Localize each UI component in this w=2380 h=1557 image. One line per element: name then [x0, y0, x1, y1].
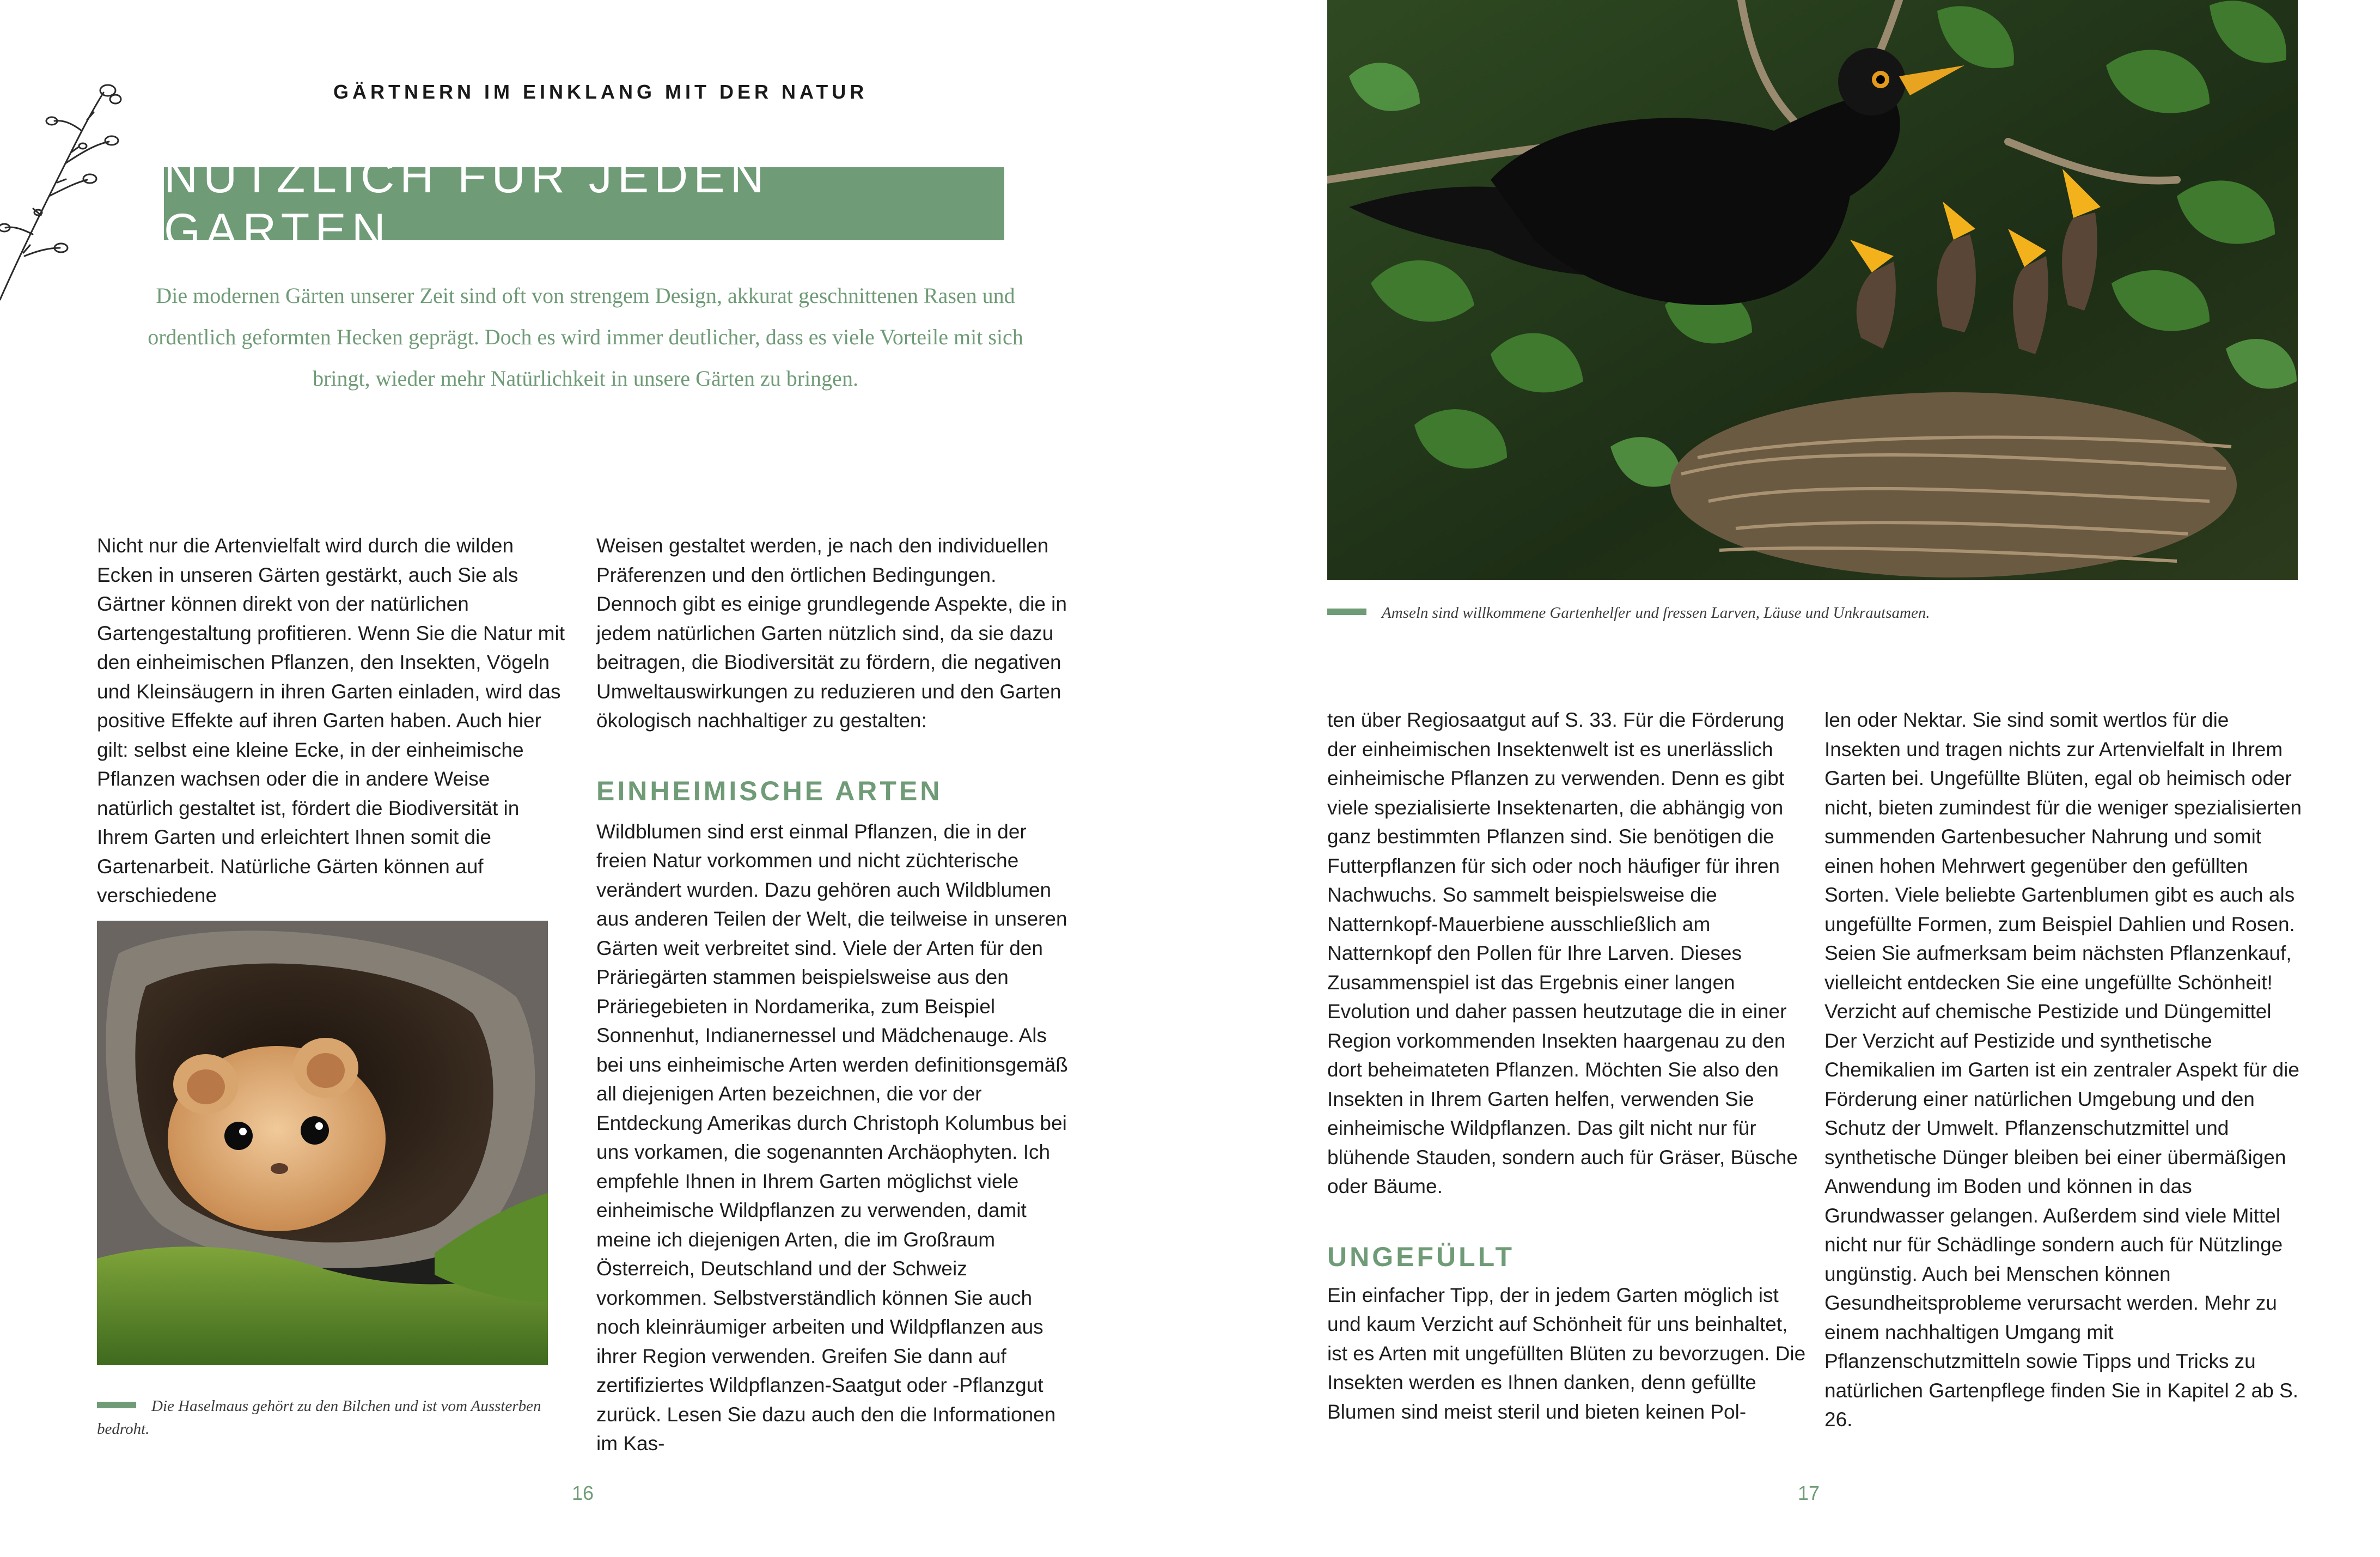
intro-paragraph: Die modernen Gärten unserer Zeit sind oft von strengem Design, akkurat geschnittenen Rasen und ordentlich geformten Hecken geprägt. Doch es wird immer deutlicher, dass es viele Vorteile mit sich bringt, wieder mehr Natürlichkeit in unsere Gärten zu bringen.	[148, 283, 1023, 391]
caption-accent-bar	[97, 1402, 136, 1408]
blackbird-caption	[1327, 601, 2308, 624]
section-heading-unfilled: UNGEFÜLLT	[1327, 1241, 1515, 1272]
body-paragraph: Ein einfacher Tipp, der in jedem Garten möglich ist und kaum Verzicht auf Schönheit für uns beinhaltet, ist es Arten mit ungefüllten Blüten zu bevorzugen. Die Insekten werden es Ihnen danken, denn gefüllte Blumen sind meist steril und bieten keinen Pol-	[1327, 1284, 1806, 1423]
inline-heading-pesticides: Verzicht auf chemische Pestizide und Düngemittel	[1824, 1000, 2272, 1023]
page-number-left: 16	[572, 1482, 594, 1504]
body-paragraph: Nicht nur die Artenvielfalt wird durch die wilden Ecken in unseren Gärten gestärkt, auch Sie als Gärtner können direkt von der natürlichen Gartengestaltung profitieren. Wenn Sie die Natur mit den einheimischen Pflanzen, den Insekten, Vögeln und Kleinsäugern in ihren Garten einladen, wird das positive Effekte auf ihren Garten haben. Auch hier gilt: selbst eine kleine Ecke, in der einheimische Pflanzen wachsen oder die in andere Weise natürlich gestaltet ist, fördert die Biodiversität in Ihrem Garten und erleichtert Ihnen somit die Gartenarbeit. Natürliche Gärten können auf verschiedene	[97, 534, 565, 907]
section-kicker: GÄRTNERN IM EINKLANG MIT DER NATUR	[333, 81, 868, 103]
blackbird-image	[1327, 0, 2298, 580]
text-column-1	[97, 531, 565, 910]
text-column-4	[1824, 705, 2304, 1434]
body-paragraph: Der Verzicht auf Pestizide und synthetische Chemikalien im Garten ist ein zentraler Aspekt für die Förderung einer natürlichen Umgebung und den Schutz der Umwelt. Pflanzenschutzmittel und synthetische Dünger bleiben bei einer übermäßigen Anwendung im Boden und können in das Grundwasser gelangen. Außerdem sind viele Mittel nicht nur für Schädlinge sondern auch für Nützlinge ungünstig. Auch bei Menschen können Gesundheitsprobleme verursacht werden. Mehr zu einem nachhaltigen Umgang mit Pflanzenschutzmitteln sowie Tipps und Tricks zu natürlichen Gartenpflege finden Sie in Kapitel 2 ab S. 26.	[1824, 1029, 2299, 1431]
dormouse-caption	[97, 1395, 554, 1440]
page-number-right: 17	[1798, 1482, 1820, 1504]
dormouse-image	[97, 921, 548, 1365]
body-paragraph: ten über Regiosaatgut auf S. 33. Für die Förderung der einheimischen Insektenwelt ist es unerlässlich einheimische Pflanzen zu verwenden. Denn es gibt viele spezialisierte Insektenarten, die abhängig von ganz bestimmten Pflanzen sind. Sie benötigen die Futterpflanzen für sich oder noch häufiger für ihren Nachwuchs. So sammelt beispielsweise die Natternkopf-Mauerbiene ausschließlich am Natternkopf den Pollen für Ihre Larven. Dieses Zusammenspiel ist das Ergebnis einer langen Evolution und daher passen heutzutage die in einer Region vorkommenden Insekten haargenau zu den dort beheimateten Pflanzen. Möchten Sie also den Insekten in Ihrem Garten helfen, verwenden Sie einheimische Wildpflanzen. Das gilt nicht nur für blühende Stauden, sondern auch für Gräser, Büsche oder Bäume.	[1327, 709, 1798, 1197]
dormouse-photo	[97, 921, 548, 1365]
caption-text: Die Haselmaus gehört zu den Bilchen und ist vom Aussterben bedroht.	[97, 1397, 541, 1438]
botanical-sprig-icon	[0, 71, 131, 311]
body-paragraph: Weisen gestaltet werden, je nach den individuellen Präferenzen und den örtlichen Bedingungen. Dennoch gibt es einige grundlegende Aspekte, die in jedem natürlichen Garten nützlich sind, da sie dazu beitragen, die Biodiversität zu fördern, die negativen Umweltauswirkungen zu reduzieren und den Garten ökologisch nachhaltiger zu gestalten:	[596, 534, 1067, 732]
section-heading-native-species: EINHEIMISCHE ARTEN	[596, 775, 943, 806]
body-paragraph: len oder Nektar. Sie sind somit wertlos für die Insekten und tragen nichts zur Artenvielfalt in Ihrem Garten bei. Ungefüllte Blüten, egal ob heimisch oder nicht, bieten zumindest für die weniger spezialisierten summenden Gartenbesucher Nahrung und somit einen hohen Mehrwert gegenüber den gefüllten Sorten. Viele beliebte Gartenblumen gibt es auch als ungefüllte Formen, zum Beispiel Dahlien und Rosen. Seien Sie aufmerksam beim nächsten Pflanzenkauf, vielleicht entdecken Sie eine ungefüllte Schönheit!	[1824, 709, 2302, 994]
text-column-3	[1327, 705, 1807, 1426]
page-title: NÜTZLICH FÜR JEDEN GARTEN	[164, 150, 770, 257]
caption-text: Amseln sind willkommene Gartenhelfer und fressen Larven, Läuse und Unkrautsamen.	[1382, 604, 1930, 622]
caption-accent-bar	[1327, 609, 1366, 615]
blackbird-photo	[1327, 0, 2298, 580]
body-paragraph: Wildblumen sind erst einmal Pflanzen, die in der freien Natur vorkommen und nicht züchterische verändert wurden. Dazu gehören auch Wildblumen aus anderen Teilen der Welt, die teilweise in unseren Gärten weit verbreitet sind. Viele der Arten für den Präriegärten stammen beispielsweise aus den Präriegebieten in Nordamerika, zum Beispiel Sonnenhut, Indianernessel und Mädchenauge. Als bei uns einheimische Arten werden definitionsgemäß all diejenigen Arten bezeichnen, die vor der Entdeckung Amerikas durch Christoph Kolumbus bei uns vorkamen, die sogenannten Archäophyten. Ich empfehle Ihnen in Ihrem Garten möglichst viele einheimische Wildpflanzen zu verwenden, damit meine ich diejenigen Arten, die im Großraum Österreich, Deutschland und der Schweiz vorkommen. Selbstverständlich können Sie auch noch kleinräumiger arbeiten und Wildpflanzen aus ihrer Region verwenden. Greifen Sie dann auf zertifiziertes Wildpflanzen-Saatgut oder -Pflanzgut zurück. Lesen Sie dazu auch den die Informationen im Kas-	[596, 820, 1068, 1455]
title-band	[164, 150, 1004, 257]
text-column-2	[596, 531, 1076, 1458]
